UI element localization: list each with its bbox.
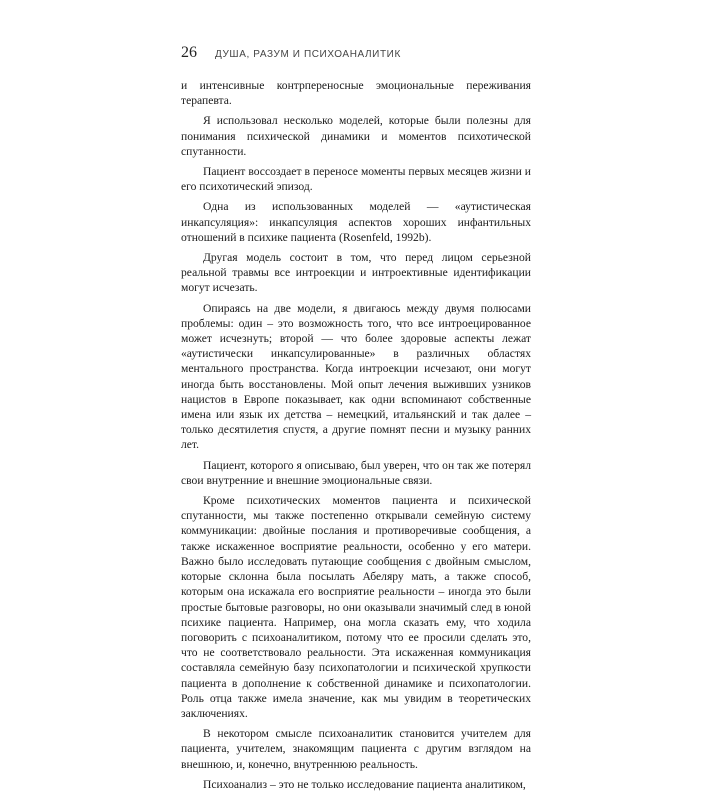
paragraph: и интенсивные контрпереносные эмоциональные переживания терапевта. <box>181 79 531 108</box>
paragraph: Опираясь на две модели, я двигаюсь между двумя полюсами проблемы: один – это возможность того, что все интроецированное может исчезнуть; второй — что более здоровые аспекты лежат «аутистически инкапсулированные» в различных областях ментального пространства. Когда интроекции исчезают, они могут иногда быть восстановлены. Мой опыт лечения выживших узников нацистов в Европе показывает, как одни вспоминают собственные имена или язык их детства – немецкий, итальянский и так далее – только десятилетия спустя, а другие помнят песни и музыку ранних лет. <box>181 301 531 452</box>
running-head: ДУША, РАЗУМ И ПСИХОАНАЛИТИК <box>215 49 401 60</box>
paragraph: Я использовал несколько моделей, которые были полезны для понимания психической динамики и моментов психотической спутанности. <box>181 114 531 158</box>
book-page <box>181 44 531 792</box>
paragraph: Кроме психотических моментов пациента и психической спутанности, мы также постепенно открывали семейную систему коммуникации: двойные послания и противоречивые сообщения, а также искаженное восприятие реальности, особенно у его матери. Важно было исследовать путающие сообщения с двойным смыслом, которые склонна была посылать Абеляру мать, а также способ, которым она искажала его восприятие реальности – иногда это были простые бытовые разговоры, но они оказывали значимый след в юной психике пациента. Например, она могла сказать ему, что ходила поговорить с психоаналитиком, потому что ее просили сделать это, что не соответствовало реальности. Эта искаженная коммуникация составляла семейную базу психопатологии и психической хрупкости пациента в дополнение к собственной динамике и психопатологии. Роль отца также имела значение, как мы увидим в теоретических заключениях. <box>181 494 531 720</box>
paragraph: Другая модель состоит в том, что перед лицом серьезной реальной травмы все интроекции и интроективные идентификации могут исчезать. <box>181 251 531 295</box>
paragraph: Пациент воссоздает в переносе моменты первых месяцев жизни и его психотический эпизод. <box>181 165 531 194</box>
paragraph: Пациент, которого я описываю, был уверен, что он так же потерял свои внутренние и внешние эмоциональные связи. <box>181 458 531 487</box>
paragraph: В некотором смысле психоаналитик становится учителем для пациента, учителем, знакомящим пациента с другим взглядом на внешнюю, и, конечно, внутреннюю реальность. <box>181 727 531 771</box>
page-header <box>181 44 531 66</box>
body-text <box>181 78 531 792</box>
page-number: 26 <box>181 44 197 61</box>
paragraph: Психоанализ – это не только исследование пациента аналитиком, <box>203 777 526 791</box>
paragraph: Одна из использованных моделей — «аутистическая инкапсуляция»: инкапсуляция аспектов хороших инфантильных отношений в психике пациента (Rosenfeld, 1992b). <box>181 200 531 244</box>
